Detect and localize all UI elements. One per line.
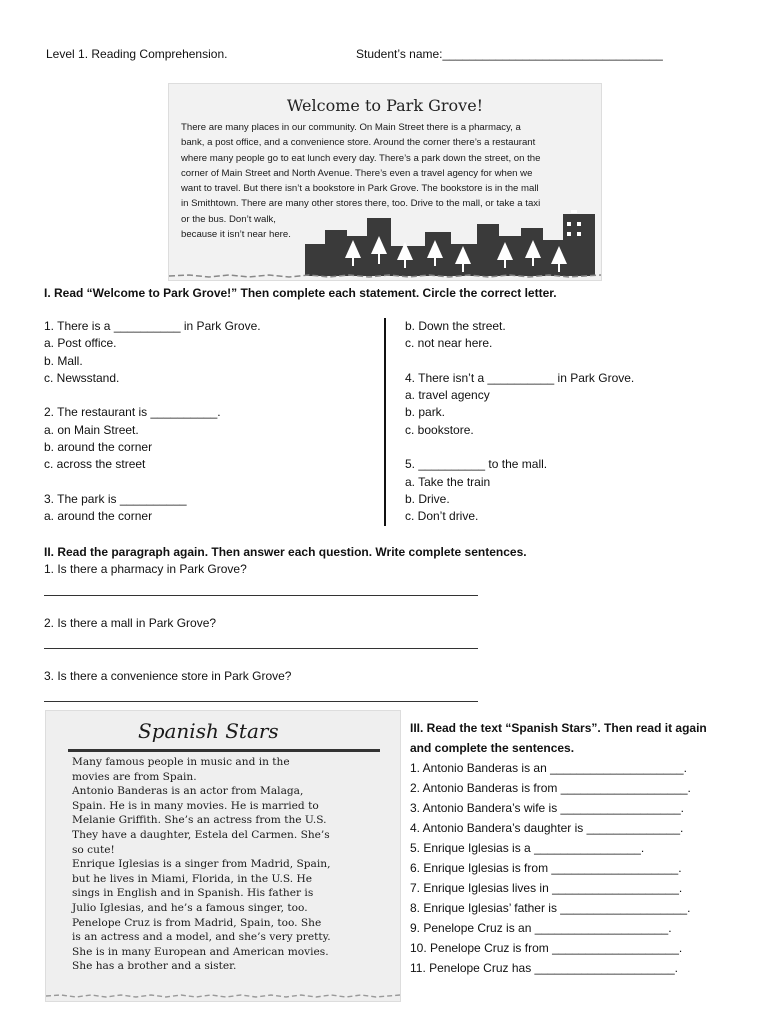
option-line[interactable]: b. Mall. — [44, 353, 83, 368]
stars-line: She is in many European and American movies. — [72, 945, 329, 958]
park-line: bank, a post office, and a convenience store. Around the corner there’s a restaurant — [181, 137, 536, 149]
option-line[interactable]: b. park. — [405, 405, 446, 420]
statement-line: 2. The restaurant is __________. — [44, 405, 221, 420]
section-3 — [410, 718, 707, 978]
question-3: 3. Is there a convenience store in Park Grove? — [44, 668, 292, 683]
completion-item[interactable]: 6. Enrique Iglesias is from ___________________. — [410, 861, 682, 875]
question-2: 2. Is there a mall in Park Grove? — [44, 615, 217, 630]
scan-torn-edge — [46, 991, 400, 1001]
option-line[interactable]: c. not near here. — [405, 336, 493, 351]
statement-line: 4. There isn’t a __________ in Park Grove. — [405, 370, 635, 385]
statement-line: 5. __________ to the mall. — [405, 457, 548, 472]
stars-line: Melanie Griffith. She’s an actress from the U.S. — [72, 814, 327, 827]
stars-line: Penelope Cruz is from Madrid, Spain, too. She — [72, 916, 322, 929]
city-skyline-illustration — [305, 206, 595, 276]
spanish-stars-title: Spanish Stars — [138, 719, 279, 743]
stars-line: sings in English and in Spanish. His father is — [72, 887, 314, 900]
stars-line: is an actress and a model, and she’s very pretty. — [72, 931, 331, 944]
completion-item[interactable]: 9. Penelope Cruz is an ____________________. — [410, 921, 672, 935]
option-line[interactable]: c. bookstore. — [405, 422, 474, 437]
stars-line: Antonio Banderas is an actor from Malaga, — [72, 785, 304, 798]
question-1: 1. Is there a pharmacy in Park Grove? — [44, 562, 247, 577]
answer-line-1[interactable] — [44, 579, 478, 596]
section-3-heading-line-2: and complete the sentences. — [410, 741, 575, 755]
completion-item[interactable]: 5. Enrique Iglesias is a ________________. — [410, 841, 645, 855]
column-divider — [384, 318, 386, 526]
completion-item[interactable]: 8. Enrique Iglesias’ father is ___________________. — [410, 901, 691, 915]
park-line: corner of Main Street and North Avenue. There’s even a travel agency for when we — [181, 167, 533, 179]
stars-line: movies are from Spain. — [72, 770, 197, 783]
completion-item[interactable]: 1. Antonio Banderas is an ____________________. — [410, 761, 687, 775]
park-line: or the bus. Don’t walk, — [181, 213, 276, 225]
stars-line: Spain. He is in many movies. He is married to — [72, 799, 319, 812]
completion-item[interactable]: 11. Penelope Cruz has _____________________. — [410, 961, 679, 975]
stars-line: so cute! — [72, 843, 115, 856]
option-line[interactable]: c. Newsstand. — [44, 370, 120, 385]
option-line[interactable]: b. around the corner — [44, 440, 153, 455]
spanish-stars-scan — [45, 710, 401, 1002]
park-line: There are many places in our community. On Main Street there is a pharmacy, a — [181, 122, 521, 133]
header-level: Level 1. Reading Comprehension. — [46, 47, 228, 61]
option-line[interactable]: b. Down the street. — [405, 319, 506, 333]
section-3-heading-line-1: III. Read the text “Spanish Stars”. Then read it again — [410, 721, 707, 735]
park-grove-scan — [168, 83, 602, 281]
statement-line: 3. The park is __________ — [44, 491, 187, 506]
completion-item[interactable]: 7. Enrique Iglesias lives in ___________________. — [410, 881, 683, 895]
student-name-field: Student’s name:_________________________________ — [356, 47, 663, 61]
scan-torn-edge — [169, 272, 601, 280]
option-line[interactable]: c. Don’t drive. — [405, 509, 479, 524]
stars-line: Many famous people in music and in the — [72, 756, 290, 768]
section-1-left-column — [44, 318, 261, 526]
park-line: want to travel. But there isn’t a bookstore in Park Grove. The bookstore is in the mall — [181, 183, 539, 195]
park-grove-title: Welcome to Park Grove! — [286, 96, 484, 115]
statement-line: 1. There is a __________ in Park Grove. — [44, 319, 261, 333]
stars-line: Enrique Iglesias is a singer from Madrid, Spain, — [72, 858, 331, 871]
completion-item[interactable]: 10. Penelope Cruz is from ___________________. — [410, 941, 683, 955]
park-line: in Smithtown. There are many other stores there, too. Drive to the mall, or take a taxi — [181, 198, 541, 210]
answer-line-2[interactable] — [44, 632, 478, 649]
title-underline — [68, 749, 380, 752]
stars-line: but he lives in Miami, Florida, in the U.S. He — [72, 872, 312, 885]
stars-line: They have a daughter, Estela del Carmen. She’s — [72, 828, 330, 841]
option-line[interactable]: a. travel agency — [405, 388, 490, 403]
completion-item[interactable]: 3. Antonio Bandera’s wife is __________________. — [410, 801, 685, 815]
spanish-stars-body — [72, 755, 331, 974]
option-line[interactable]: a. on Main Street. — [44, 422, 139, 437]
section-1-right-column — [405, 318, 634, 526]
option-line[interactable]: a. around the corner — [44, 509, 153, 524]
section-1-heading: I. Read “Welcome to Park Grove!” Then complete each statement. Circle the correct letter. — [44, 286, 557, 300]
option-line[interactable]: b. Drive. — [405, 491, 450, 506]
completion-item[interactable]: 2. Antonio Banderas is from ___________________. — [410, 781, 691, 795]
stars-line: She has a brother and a sister. — [72, 960, 237, 973]
option-line[interactable]: c. across the street — [44, 457, 146, 472]
park-line: because it isn’t near here. — [181, 229, 291, 241]
option-line[interactable]: a. Post office. — [44, 336, 117, 351]
park-line: where many people go to eat lunch every day. There’s a park down the street, on the — [181, 152, 541, 164]
completion-item[interactable]: 4. Antonio Bandera’s daughter is ______________. — [410, 821, 684, 835]
section-2 — [44, 544, 527, 702]
answer-line-3[interactable] — [44, 685, 478, 702]
option-line[interactable]: a. Take the train — [405, 474, 491, 489]
stars-line: Julio Iglesias, and he’s a famous singer, too. — [72, 901, 308, 914]
section-2-heading: II. Read the paragraph again. Then answer each question. Write complete sentences. — [44, 545, 527, 559]
